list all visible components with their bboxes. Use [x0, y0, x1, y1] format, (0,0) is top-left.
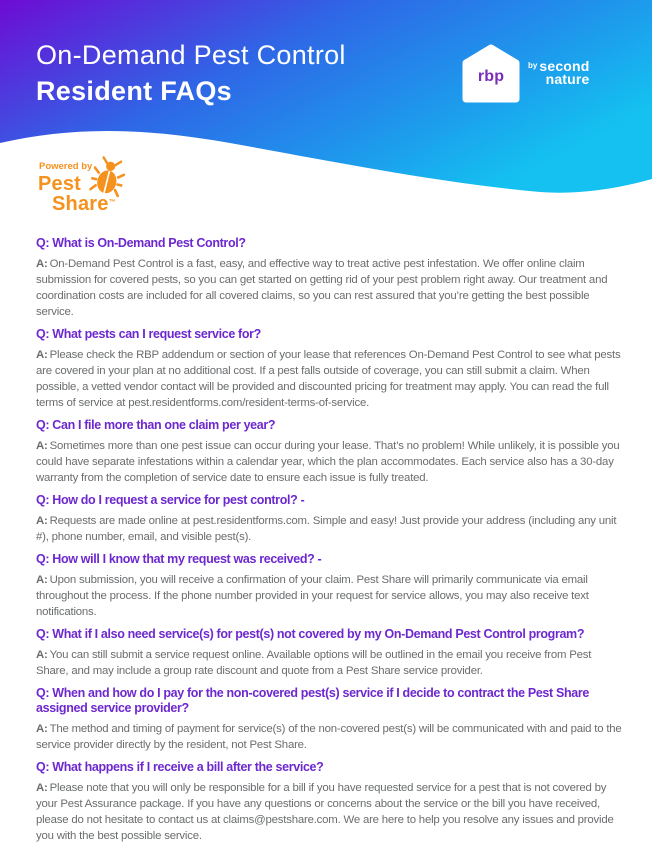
answer-label: A: [36, 515, 48, 527]
faq-question: Q: How do I request a service for pest control? - [36, 493, 305, 507]
second-nature-wordmark [528, 60, 590, 86]
bug-icon [88, 154, 129, 201]
faq-question: Q: What is On-Demand Pest Control? [36, 236, 246, 250]
pestshare-word-pest: Pest [38, 173, 82, 195]
trademark-symbol: ™ [108, 199, 116, 206]
brand-second: second [539, 58, 590, 74]
pestshare-logo [38, 156, 168, 226]
answer-label: A: [36, 349, 48, 361]
faq-question: Q: Can I file more than one claim per year? [36, 418, 276, 432]
faq-answer: A: The method and timing of payment for service(s) of the non-covered pest(s) will be communicated with and paid to the service provider directly by the resident, not Pest Share. [36, 723, 622, 751]
faq-answer: A: Sometimes more than one pest issue can occur during your lease. That’s no problem! While unlikely, it is possible you could have separate infestations within a calendar year, which the plan accommodates. Each service also has a 30-day warranty from the completion of service date to ensure each issue is fully treated. [36, 440, 620, 484]
faq-question: Q: How will I know that my request was received? - [36, 552, 322, 566]
page-subtitle: Resident FAQs [36, 76, 232, 106]
faq-answer: A: Please note that you will only be responsible for a bill if you have requested service for a pest that is not covered by your Pest Assurance package. If you have any questions or concerns about the service or the bill you have received, please do not hesitate to contact us at claims@pestshare.com. We are here to help you resolve any issues and provide you with the best possible service. [36, 782, 614, 842]
faq-answer: A: Upon submission, you will receive a confirmation of your claim. Pest Share will primarily communicate via email throughout the process. If the phone number provided in your request for service allows, you may also receive text notifications. [36, 574, 589, 618]
faq-answer: A: You can still submit a service request online. Available options will be outlined in the email you receive from Pest Share, and may include a group rate discount and quote from a Pest Share service provider. [36, 649, 592, 677]
rbp-wordmark: rbp [477, 68, 505, 85]
faq-question: Q: When and how do I pay for the non-covered pest(s) service if I decide to contract the Pest Share assigned service provider? [36, 686, 589, 715]
faq-item [36, 552, 624, 620]
by-label: by [528, 61, 538, 70]
faq-item [36, 627, 624, 679]
page-title: On-Demand Pest Control [36, 40, 346, 70]
faq-question: Q: What pests can I request service for? [36, 327, 261, 341]
faq-answer: A: Requests are made online at pest.residentforms.com. Simple and easy! Just provide your address (including any unit #), phone number, email, and visible pest(s). [36, 515, 617, 543]
faq-answer: A: Please check the RBP addendum or section of your lease that references On-Demand Pest Control to see what pests are covered in your plan at no additional cost. If a pest falls outside of coverage, you can still submit a claim. When possible, a vetted vendor contact will be provided and discounted pricing for treatment may apply. You can read the full terms of service at pest.residentforms.com/resident-terms-of-service. [36, 349, 621, 409]
faq-question: Q: What if I also need service(s) for pest(s) not covered by my On-Demand Pest Control program? [36, 627, 585, 641]
answer-label: A: [36, 574, 48, 586]
pestshare-word-share: Share™ [52, 193, 116, 215]
powered-by-label: Powered by [39, 161, 93, 172]
faq-list [36, 236, 624, 844]
faq-item [36, 327, 624, 411]
answer-label: A: [36, 782, 48, 794]
faq-item [36, 686, 624, 753]
rbp-logo [462, 44, 520, 106]
brand-nature: nature [545, 71, 590, 87]
faq-answer: A: On-Demand Pest Control is a fast, easy, and effective way to treat active pest infestation. We offer online claim submission for covered pests, so you can get started on getting rid of your pest problem right away. Our treatment and coordination costs are included for all covered claims, so you can rest assured that you’re getting the best possible service. [36, 258, 608, 318]
answer-label: A: [36, 649, 48, 661]
answer-label: A: [36, 258, 48, 270]
faq-item [36, 493, 624, 545]
faq-item [36, 760, 624, 844]
answer-label: A: [36, 440, 48, 452]
faq-question: Q: What happens if I receive a bill after the service? [36, 760, 324, 774]
answer-label: A: [36, 723, 48, 735]
faq-item [36, 418, 624, 486]
faq-item [36, 236, 624, 320]
